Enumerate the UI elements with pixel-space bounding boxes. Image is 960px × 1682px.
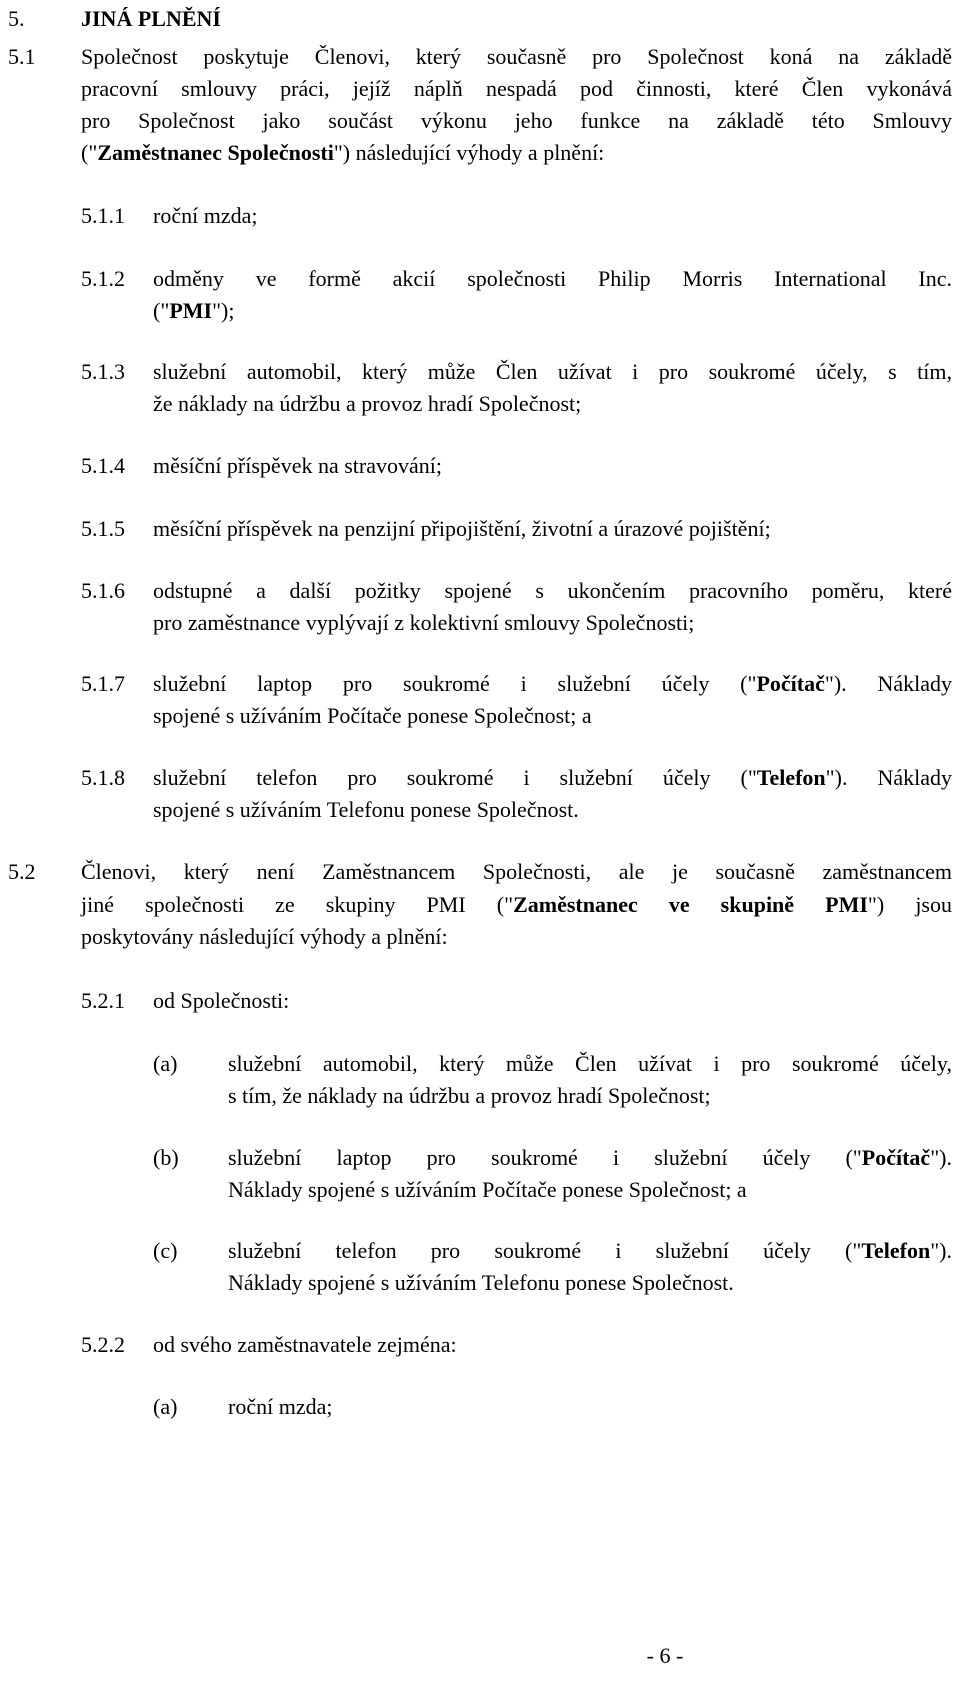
item-title: od svého zaměstnavatele zejména:	[153, 1332, 457, 1357]
item-number: 5.1.4	[81, 453, 125, 478]
sub-item-text: služební automobil, který může Člen užívat i pro soukromé účely,	[228, 1051, 952, 1076]
sub-item-text: služební telefon pro soukromé i služební účely ("Telefon").	[228, 1238, 952, 1263]
sub-item-text: služební laptop pro soukromé i služební účely ("Počítač").	[228, 1145, 952, 1170]
item-text: služební automobil, který může Člen užívat i pro soukromé účely, s tím,	[153, 359, 952, 384]
item-number: 5.1.5	[81, 516, 125, 541]
item-text: ("PMI");	[153, 298, 235, 323]
item-text: odstupné a další požitky spojené s ukončením pracovního poměru, které	[153, 578, 952, 603]
defined-term: Zaměstnanec Společnosti	[97, 140, 334, 165]
clause-line: Společnost poskytuje Členovi, který současně pro Společnost koná na základě	[81, 44, 952, 69]
defined-term: Počítač	[861, 1145, 931, 1170]
item-text: služební telefon pro soukromé i služební účely ("Telefon"). Náklady	[153, 765, 952, 790]
item-text: měsíční příspěvek na stravování;	[153, 453, 442, 478]
item-number: 5.1.1	[81, 203, 125, 228]
clause-number: 5.1	[8, 44, 36, 69]
item-text: roční mzda;	[153, 203, 258, 228]
item-text: pro zaměstnance vyplývají z kolektivní smlouvy Společnosti;	[153, 610, 695, 635]
item-text: že náklady na údržbu a provoz hradí Společnost;	[153, 391, 582, 416]
clause-line: pro Společnost jako součást výkonu jeho funkce na základě této Smlouvy	[81, 108, 952, 133]
clause-number: 5.2	[8, 859, 36, 884]
sub-item-text: Náklady spojené s užíváním Telefonu ponese Společnost.	[228, 1270, 734, 1295]
sub-item-label: (a)	[153, 1051, 178, 1076]
defined-term: Počítač	[756, 671, 825, 696]
item-number: 5.2.1	[81, 988, 125, 1013]
section-number: 5.	[8, 6, 25, 31]
item-number: 5.2.2	[81, 1332, 125, 1357]
defined-term: Telefon	[861, 1238, 931, 1263]
clause-line: ("Zaměstnanec Společnosti") následující výhody a plnění:	[81, 140, 605, 165]
sub-item-text: s tím, že náklady na údržbu a provoz hradí Společnost;	[228, 1083, 711, 1108]
defined-term: Telefon	[756, 765, 826, 790]
sub-item-label: (c)	[153, 1238, 178, 1263]
sub-item-text: roční mzda;	[228, 1394, 333, 1419]
item-number: 5.1.6	[81, 578, 125, 603]
item-text: spojené s užíváním Telefonu ponese Společnost.	[153, 797, 579, 822]
item-text: spojené s užíváním Počítače ponese Společnost; a	[153, 703, 592, 728]
sub-item-label: (a)	[153, 1394, 178, 1419]
clause-line: poskytovány následující výhody a plnění:	[81, 924, 448, 949]
item-text: služební laptop pro soukromé i služební účely ("Počítač"). Náklady	[153, 671, 952, 696]
item-number: 5.1.7	[81, 671, 125, 696]
sub-item-label: (b)	[153, 1145, 179, 1170]
clause-line: pracovní smlouvy práci, jejíž náplň nespadá pod činnosti, které Člen vykonává	[81, 76, 952, 101]
sub-item-text: Náklady spojené s užíváním Počítače ponese Společnost; a	[228, 1177, 747, 1202]
page-number	[0, 1640, 960, 1672]
item-number: 5.1.3	[81, 359, 125, 384]
defined-term: Zaměstnanec ve skupině PMI	[513, 892, 868, 917]
item-text: odměny ve formě akcií společnosti Philip Morris International Inc.	[153, 266, 952, 291]
clause-line: Členovi, který není Zaměstnancem Společnosti, ale je současně zaměstnancem	[81, 859, 952, 884]
item-number: 5.1.8	[81, 765, 125, 790]
section-title: JINÁ PLNĚNÍ	[81, 6, 221, 31]
item-text: měsíční příspěvek na penzijní připojištění, životní a úrazové pojištění;	[153, 516, 771, 541]
page-number-text: - 6 -	[646, 1643, 684, 1668]
clause-line: jiné společnosti ze skupiny PMI ("Zaměstnanec ve skupině PMI") jsou	[81, 892, 952, 917]
item-number: 5.1.2	[81, 266, 125, 291]
item-title: od Společnosti:	[153, 988, 290, 1013]
defined-term: PMI	[169, 298, 213, 323]
